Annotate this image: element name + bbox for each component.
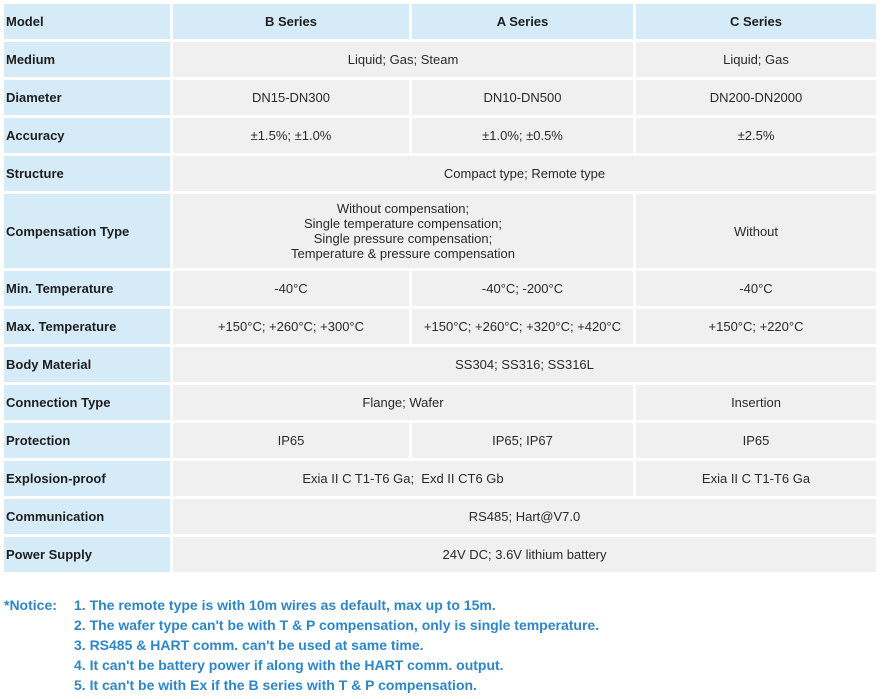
table-header-row [4,4,876,39]
accuracy-c: ±2.5% [636,118,876,153]
row-explosion-proof [4,461,876,496]
row-min-temperature [4,271,876,306]
structure-all: Compact type; Remote type [173,156,876,191]
power-all: 24V DC; 3.6V lithium battery [173,537,876,572]
row-label: Body Material [4,347,170,382]
row-label: Structure [4,156,170,191]
accuracy-b: ±1.5%; ±1.0% [173,118,409,153]
max-temp-a: +150°C; +260°C; +320°C; +420°C [412,309,633,344]
row-label: Max. Temperature [4,309,170,344]
body-material-all: SS304; SS316; SS316L [173,347,876,382]
notice-item: 5. It can't be with Ex if the B series with T & P compensation. [74,677,477,693]
row-compensation [4,194,876,268]
header-b-series: B Series [173,4,409,39]
min-temp-c: -40°C [636,271,876,306]
connection-c: Insertion [636,385,876,420]
max-temp-b: +150°C; +260°C; +300°C [173,309,409,344]
medium-c: Liquid; Gas [636,42,876,77]
compensation-c: Without [636,194,876,268]
row-label: Min. Temperature [4,271,170,306]
row-label: Compensation Type [4,194,170,268]
compensation-ba [173,194,633,268]
row-max-temperature [4,309,876,344]
connection-ba: Flange; Wafer [173,385,633,420]
notice-list [74,595,599,695]
protection-a: IP65; IP67 [412,423,633,458]
notice-item: 1. The remote type is with 10m wires as default, max up to 15m. [74,597,496,613]
diameter-a: DN10-DN500 [412,80,633,115]
accuracy-a: ±1.0%; ±0.5% [412,118,633,153]
row-label: Explosion-proof [4,461,170,496]
diameter-c: DN200-DN2000 [636,80,876,115]
row-medium [4,42,876,77]
header-model: Model [4,4,170,39]
protection-c: IP65 [636,423,876,458]
row-structure [4,156,876,191]
header-c-series: C Series [636,4,876,39]
communication-all: RS485; Hart@V7.0 [173,499,876,534]
min-temp-a: -40°C; -200°C [412,271,633,306]
explosion-c: Exia II C T1-T6 Ga [636,461,876,496]
diameter-b: DN15-DN300 [173,80,409,115]
row-label: Medium [4,42,170,77]
row-communication [4,499,876,534]
row-body-material [4,347,876,382]
notice-item: 3. RS485 & HART comm. can't be used at same time. [74,637,424,653]
row-label: Diameter [4,80,170,115]
row-label: Connection Type [4,385,170,420]
row-label: Communication [4,499,170,534]
row-diameter [4,80,876,115]
notice-prefix: *Notice: [4,597,57,613]
row-label: Accuracy [4,118,170,153]
explosion-ba: Exia II C T1-T6 Ga; Exd II CT6 Gb [173,461,633,496]
row-label: Protection [4,423,170,458]
row-power-supply [4,537,876,572]
row-label: Power Supply [4,537,170,572]
protection-b: IP65 [173,423,409,458]
header-a-series: A Series [412,4,633,39]
compensation-line: Temperature & pressure compensation [290,246,515,261]
row-protection [4,423,876,458]
row-connection-type [4,385,876,420]
row-accuracy [4,118,876,153]
compensation-line: Single pressure compensation; [313,231,493,246]
notice-item: 2. The wafer type can't be with T & P compensation, only is single temperature. [74,617,600,633]
compensation-line: Single temperature compensation; [303,216,502,231]
max-temp-c: +150°C; +220°C [636,309,876,344]
min-temp-b: -40°C [173,271,409,306]
notice-item: 4. It can't be battery power if along with the HART comm. output. [74,657,504,673]
compensation-line: Without compensation; [336,201,470,216]
medium-ba: Liquid; Gas; Steam [173,42,633,77]
